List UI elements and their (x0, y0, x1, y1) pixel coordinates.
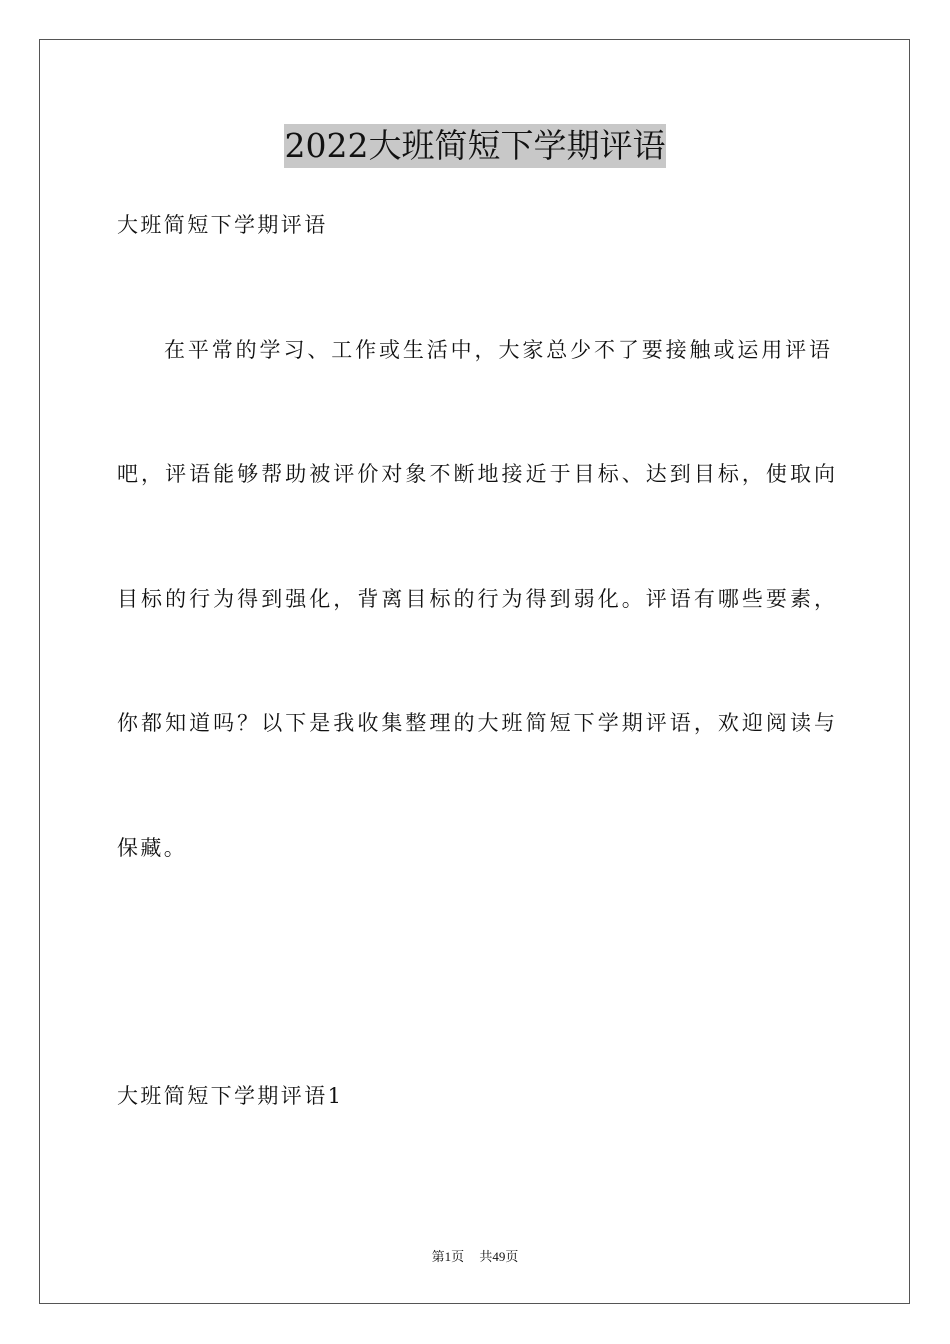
intro-line-5: 保藏。 (117, 836, 188, 860)
title-container (0, 124, 950, 168)
section-heading: 大班简短下学期评语1 (117, 1084, 344, 1108)
intro-line-3: 目标的行为得到强化，背离目标的行为得到弱化。评语有哪些要素， (117, 587, 835, 611)
page-footer (0, 1248, 950, 1266)
total-pages: 共49页 (479, 1249, 519, 1264)
document-subtitle: 大班简短下学期评语 (117, 213, 328, 237)
page-number: 第1页 (431, 1249, 465, 1264)
document-title: 2022大班简短下学期评语 (284, 124, 667, 168)
intro-line-4: 你都知道吗？以下是我收集整理的大班简短下学期评语，欢迎阅读与 (117, 711, 835, 735)
intro-line-1: 在平常的学习、工作或生活中，大家总少不了要接触或运用评语 (164, 338, 830, 362)
intro-line-2: 吧，评语能够帮助被评价对象不断地接近于目标、达到目标，使取向 (117, 462, 835, 486)
